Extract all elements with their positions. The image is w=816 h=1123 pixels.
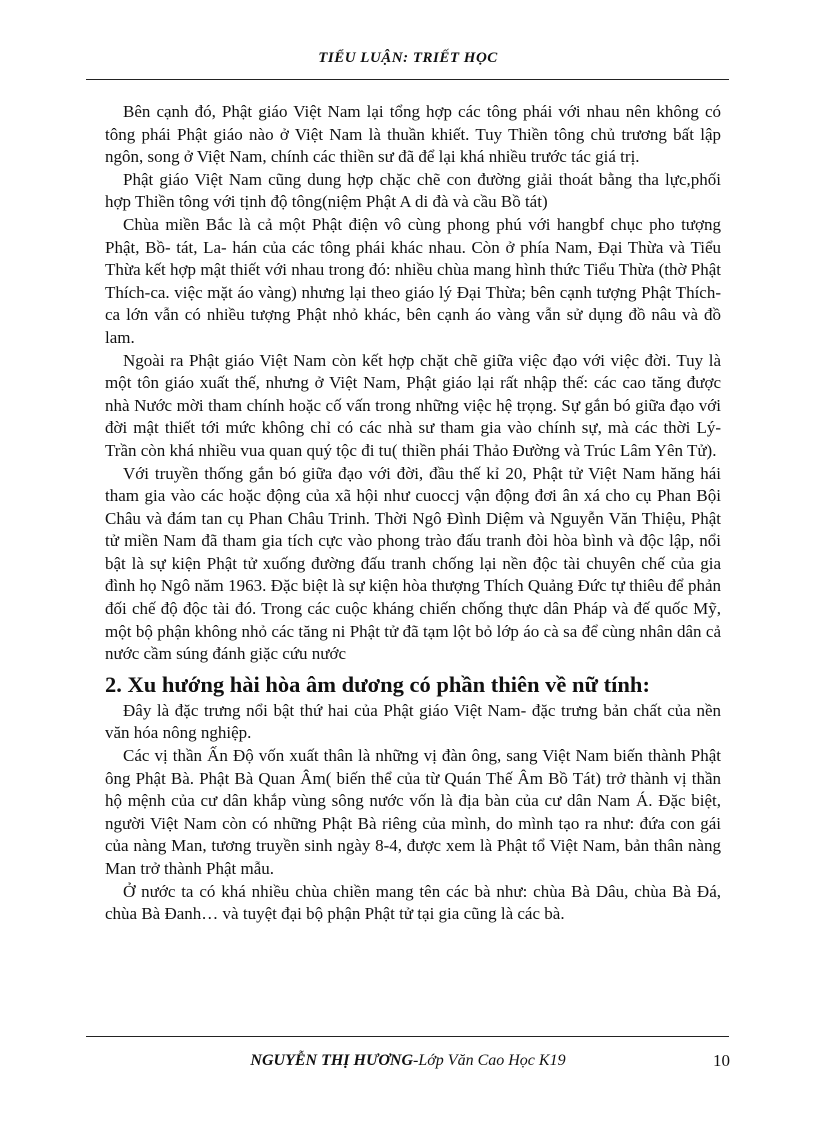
footer-divider xyxy=(86,1036,729,1037)
paragraph: Đây là đặc trưng nổi bật thứ hai của Phật giáo Việt Nam- đặc trưng bản chất của nền văn hóa nông nghiệp. xyxy=(105,700,721,743)
paragraph: Ở nước ta có khá nhiều chùa chiền mang tên các bà như: chùa Bà Dâu, chùa Bà Đá, chùa Bà Đanh… và tuyệt đại bộ phận Phật tử tại gia cũng là các bà. xyxy=(105,881,721,924)
header-divider xyxy=(86,79,729,80)
paragraph: Bên cạnh đó, Phật giáo Việt Nam lại tổng hợp các tông phái với nhau nên không có tông phái Phật giáo nào ở Việt Nam là thuần khiết. Tuy Thiền tông chủ trương bất lập ngôn, song ở Việt Nam, chính các thiền sư đã để lại khá nhiều trước tác giá trị. xyxy=(105,102,721,167)
paragraph: Với truyền thống gắn bó giữa đạo với đời, đầu thế kỉ 20, Phật tử Việt Nam hăng hái tham gia vào các hoặc động của xã hội như cuoccj vận động đơi ân xá cho cụ Phan Bội Châu và đám tan cụ Phan Châu Trinh. Thời Ngô Đình Diệm và Nguyễn Văn Thiệu, Phật tử miền Nam đã tham gia tích cực vào phong trào đấu tranh đòi hòa bình và độc lập, nổi bật là sự kiện Phật tử xuống đường đấu tranh chống lại nền độc tài chuyên chế của gia đình họ Ngô năm 1963. Đặc biệt là sự kiện hòa thượng Thích Quảng Đức tự thiêu để phản đối chế độ độc tài đó. Trong các cuộc kháng chiến chống thực dân Pháp và đế quốc Mỹ, một bộ phận không nhỏ các tăng ni Phật tử đã tạm lột bỏ lớp áo cà sa để cùng nhân dân cả nước cầm súng đánh giặc cứu nước xyxy=(105,463,721,664)
page-number: 10 xyxy=(713,1051,730,1070)
document-body xyxy=(105,101,721,926)
section-heading: 2. Xu hướng hài hòa âm dương có phần thiên về nữ tính: xyxy=(105,671,650,697)
paragraph: Ngoài ra Phật giáo Việt Nam còn kết hợp chặt chẽ giữa việc đạo với việc đời. Tuy là một tôn giáo xuất thế, nhưng ở Việt Nam, Phật giáo lại rất nhập thế: các cao tăng được nhà Nước mời tham chính hoặc cố vấn trong những việc hệ trọng. Sự gắn bó giữa đạo với đời mật thiết tới mức không chỉ có các nhà sư tham gia vào chính sự, mà các thời Lý- Trần còn khá nhiều vua quan quý tộc đi tu( thiền phái Thảo Đường và Trúc Lâm Yên Tử). xyxy=(105,350,721,460)
footer-class: -Lớp Văn Cao Học K19 xyxy=(413,1052,566,1069)
paragraph: Chùa miền Bắc là cả một Phật điện vô cùng phong phú với hangbf chục pho tượng Phật, Bồ- tát, La- hán của các tông phái khác nhau. Còn ở phía Nam, Đại Thừa và Tiểu Thừa kết hợp mật thiết với nhau trong đó: nhiều chùa mang hình thức Tiểu Thừa (thờ Phật Thích-ca. việc mặt áo vàng) nhưng lại theo giáo lý Đại Thừa; bên cạnh tượng Phật Thích-ca lớn vẫn có nhiều tượng Phật nhỏ khác, bên cạnh áo vàng vẫn sử dụng đồ nâu và đồ lam. xyxy=(105,214,721,347)
paragraph: Các vị thần Ấn Độ vốn xuất thân là những vị đàn ông, sang Việt Nam biến thành Phật ông Phật Bà. Phật Bà Quan Âm( biến thể của từ Quán Thế Âm Bồ Tát) trở thành vị thần hộ mệnh của cư dân khắp vùng sông nước vốn là địa bàn của cư dân Nam Á. Đặc biệt, người Việt Nam còn có những Phật Bà riêng của mình, do mình tạo ra như: đứa con gái của nàng Man, tương truyền sinh ngày 8-4, được xem là Phật tổ Việt Nam, bản thân nàng Man trở thành Phật mẫu. xyxy=(105,746,721,878)
paragraph: Phật giáo Việt Nam cũng dung hợp chặc chẽ con đường giải thoát bằng tha lực,phối hợp Thiền tông với tịnh độ tông(niệm Phật A di đà và cầu Bồ tát) xyxy=(105,169,721,212)
footer-author: NGUYỄN THỊ HƯƠNG xyxy=(250,1052,414,1069)
page-header-title: TIỂU LUẬN: TRIẾT HỌC xyxy=(318,50,498,66)
